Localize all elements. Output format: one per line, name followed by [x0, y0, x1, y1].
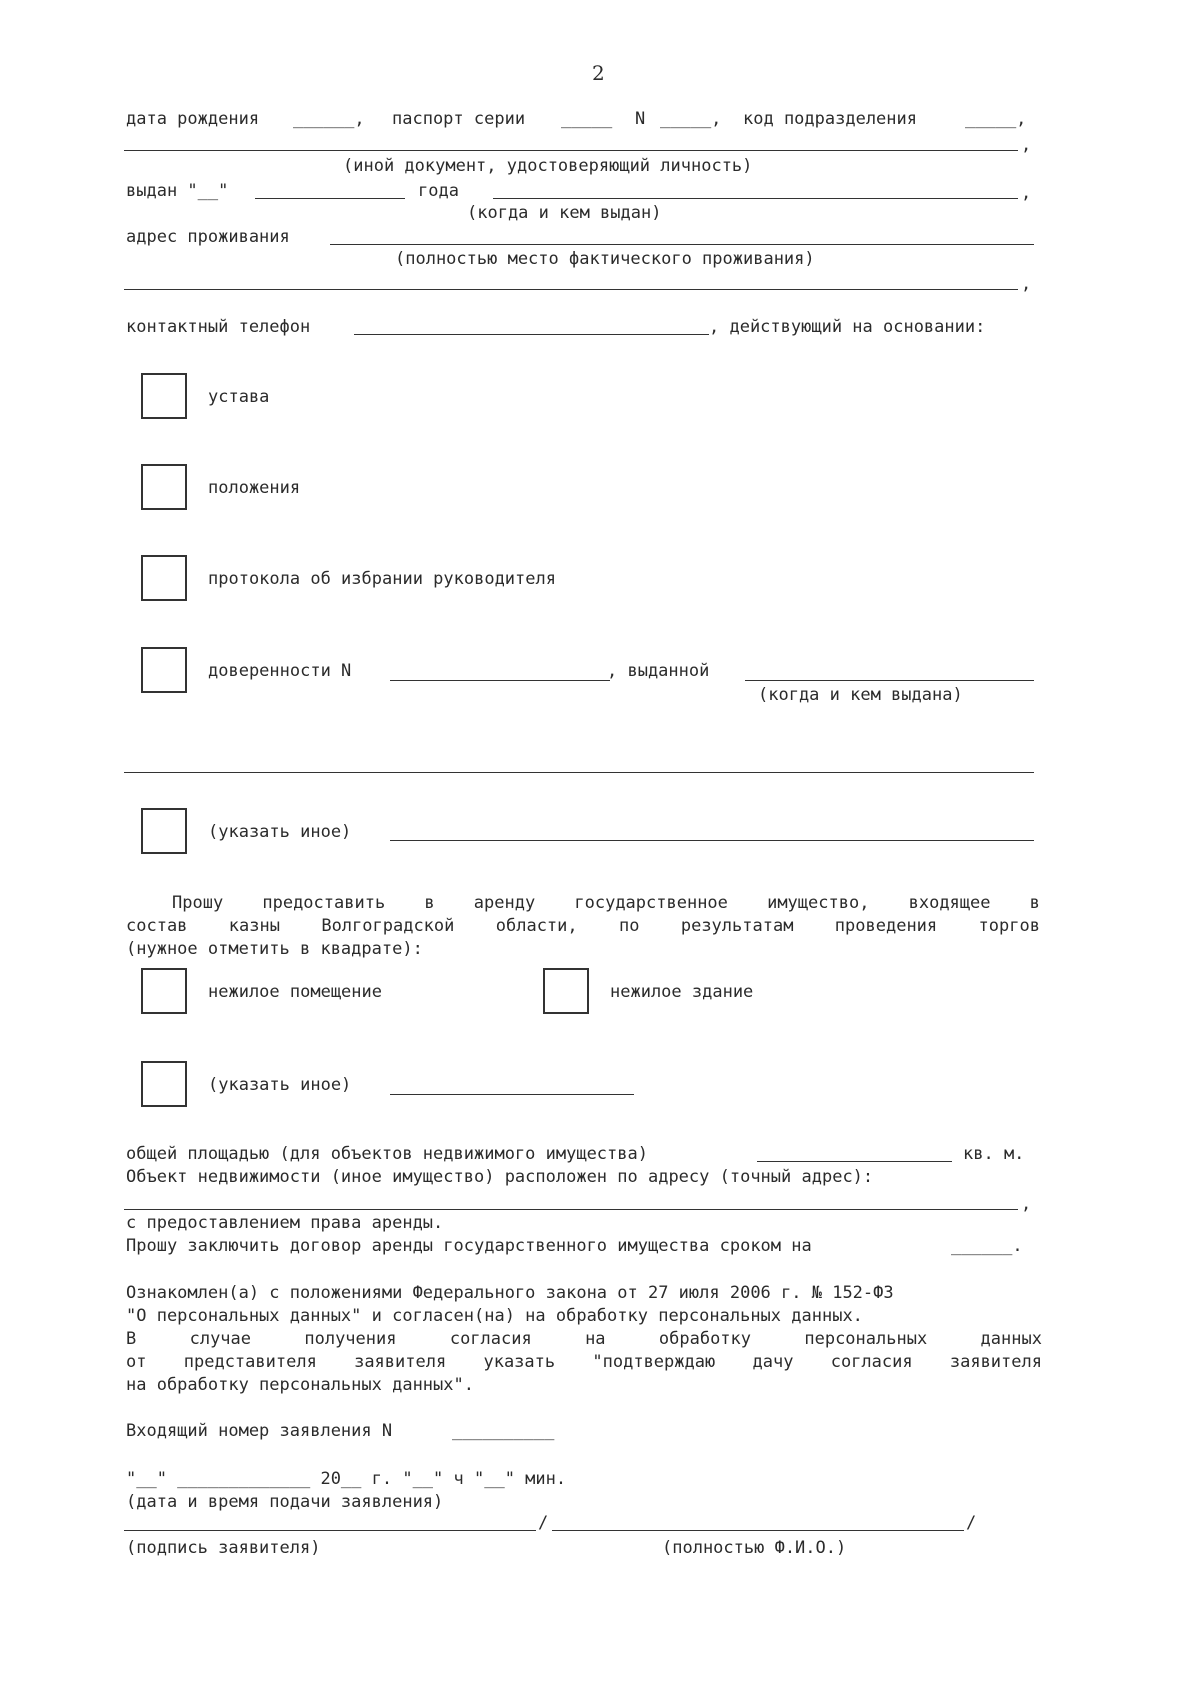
- phone-label: контактный телефон: [126, 317, 311, 337]
- poa-details-field[interactable]: [124, 772, 1034, 773]
- passport-number-label: N: [635, 109, 646, 129]
- incoming-number-label: Входящий номер заявления N: [126, 1421, 393, 1441]
- location-field[interactable]: [124, 1209, 1018, 1210]
- word: представителя: [183, 1352, 317, 1372]
- location-label: Объект недвижимости (иное имущество) расположен по адресу (точный адрес):: [126, 1167, 874, 1187]
- word: Волгоградской: [321, 916, 455, 936]
- basis-other-checkbox[interactable]: [141, 808, 187, 854]
- area-label: общей площадью (для объектов недвижимого имущества): [126, 1144, 648, 1164]
- word: получения: [304, 1329, 397, 1349]
- area-unit: кв. м.: [963, 1144, 1025, 1164]
- signature-field[interactable]: [124, 1530, 536, 1531]
- word: персональных: [804, 1329, 928, 1349]
- lease-right-text: с предоставлением права аренды.: [126, 1213, 444, 1233]
- basis-charter-label: устава: [208, 387, 270, 407]
- basis-regulation-label: положения: [208, 478, 301, 498]
- address-hint: (полностью место фактического проживания): [395, 249, 815, 269]
- page-number: 2: [592, 61, 605, 85]
- consent-line-3: [126, 1328, 1042, 1350]
- poa-issued-hint: (когда и кем выдана): [758, 685, 963, 705]
- birth-date-label: дата рождения: [126, 109, 260, 129]
- word: предоставить: [262, 893, 386, 913]
- poa-issued-by-field[interactable]: [745, 680, 1034, 681]
- consent-line-5: на обработку персональных данных".: [126, 1375, 474, 1395]
- basis-other-label: (указать иное): [208, 822, 352, 842]
- issued-month-field[interactable]: [255, 198, 405, 199]
- word: результатам: [680, 916, 794, 936]
- word: казны: [228, 916, 280, 936]
- word: имущество,: [767, 893, 870, 913]
- address-field-continued[interactable]: [124, 289, 1018, 290]
- word: по: [619, 916, 640, 936]
- address-field[interactable]: [330, 244, 1034, 245]
- premises-checkbox[interactable]: [141, 968, 187, 1014]
- word: "подтверждаю: [592, 1352, 716, 1372]
- poa-label: доверенности N: [208, 661, 352, 681]
- full-name-slash: /: [966, 1513, 977, 1533]
- signature-slash: /: [538, 1513, 549, 1533]
- word: входящее: [908, 893, 991, 913]
- object-other-label: (указать иное): [208, 1075, 352, 1095]
- word: торгов: [978, 916, 1040, 936]
- word: на: [585, 1329, 606, 1349]
- issued-hint: (когда и кем выдан): [467, 203, 662, 223]
- phone-field[interactable]: [354, 334, 709, 335]
- comma-mark: ,: [1021, 135, 1032, 155]
- passport-series-label: паспорт серии: [392, 109, 526, 129]
- word: обработку: [658, 1329, 752, 1349]
- word: Прошу: [172, 893, 224, 913]
- other-document-field[interactable]: [124, 150, 1018, 151]
- request-paragraph-line-1: [172, 892, 1040, 914]
- basis-label: , действующий на основании:: [709, 317, 986, 337]
- other-document-hint: (иной документ, удостоверяющий личность): [343, 156, 753, 176]
- passport-series-field[interactable]: _____: [561, 109, 613, 129]
- word: случае: [189, 1329, 252, 1349]
- full-name-field[interactable]: [552, 1530, 964, 1531]
- basis-other-field[interactable]: [390, 840, 1034, 841]
- word: состав: [126, 916, 188, 936]
- word: области,: [495, 916, 578, 936]
- word: в: [1029, 893, 1040, 913]
- poa-issued-label: , выданной: [607, 661, 710, 681]
- word: аренду: [473, 893, 536, 913]
- issued-label: выдан "__": [126, 181, 229, 201]
- consent-line-1: Ознакомлен(а) с положениями Федерального закона от 27 июля 2006 г. № 152-ФЗ: [126, 1283, 894, 1303]
- full-name-hint: (полностью Ф.И.О.): [662, 1538, 847, 1558]
- word: согласия: [830, 1352, 913, 1372]
- word: указать: [483, 1352, 556, 1372]
- poa-number-field[interactable]: [390, 680, 610, 681]
- word: проведения: [834, 916, 938, 936]
- word: от: [126, 1352, 147, 1372]
- contract-term-label: Прошу заключить договор аренды государственного имущества сроком на: [126, 1236, 812, 1256]
- word: государственное: [574, 893, 728, 913]
- comma-mark: ,: [1021, 1194, 1032, 1214]
- year-label: года: [418, 181, 459, 201]
- consent-line-4: [126, 1351, 1042, 1373]
- division-code-label: код подразделения: [743, 109, 917, 129]
- birth-date-field[interactable]: ______,: [293, 109, 365, 129]
- building-label: нежилое здание: [610, 982, 754, 1002]
- passport-number-field[interactable]: _____,: [660, 109, 722, 129]
- area-field[interactable]: [757, 1161, 952, 1162]
- division-code-field[interactable]: _____,: [965, 109, 1027, 129]
- word: данных: [980, 1329, 1042, 1349]
- request-paragraph-line-3: (нужное отметить в квадрате):: [126, 939, 423, 959]
- word: согласия: [449, 1329, 532, 1349]
- word: заявителя: [949, 1352, 1042, 1372]
- incoming-number-field[interactable]: __________: [452, 1421, 555, 1441]
- basis-regulation-checkbox[interactable]: [141, 464, 187, 510]
- object-other-checkbox[interactable]: [141, 1061, 187, 1107]
- object-other-field[interactable]: [390, 1094, 634, 1095]
- word: дачу: [752, 1352, 794, 1372]
- issued-by-field[interactable]: [493, 198, 1018, 199]
- basis-protocol-checkbox[interactable]: [141, 555, 187, 601]
- building-checkbox[interactable]: [543, 968, 589, 1014]
- premises-label: нежилое помещение: [208, 982, 382, 1002]
- request-paragraph-line-2: [126, 915, 1040, 937]
- basis-poa-checkbox[interactable]: [141, 647, 187, 693]
- address-label: адрес проживания: [126, 227, 290, 247]
- submission-datetime-field[interactable]: "__" _____________ 20__ г. "__" ч "__" мин.: [126, 1469, 567, 1489]
- word: заявителя: [354, 1352, 447, 1372]
- comma-mark: ,: [1021, 274, 1032, 294]
- word: В: [126, 1329, 137, 1349]
- contract-term-field[interactable]: ______.: [951, 1236, 1023, 1256]
- basis-charter-checkbox[interactable]: [141, 373, 187, 419]
- comma-mark: ,: [1021, 183, 1032, 203]
- word: в: [424, 893, 435, 913]
- signature-hint: (подпись заявителя): [126, 1538, 321, 1558]
- consent-line-2: "О персональных данных" и согласен(на) на обработку персональных данных.: [126, 1306, 863, 1326]
- submission-datetime-hint: (дата и время подачи заявления): [126, 1492, 444, 1512]
- basis-protocol-label: протокола об избрании руководителя: [208, 569, 556, 589]
